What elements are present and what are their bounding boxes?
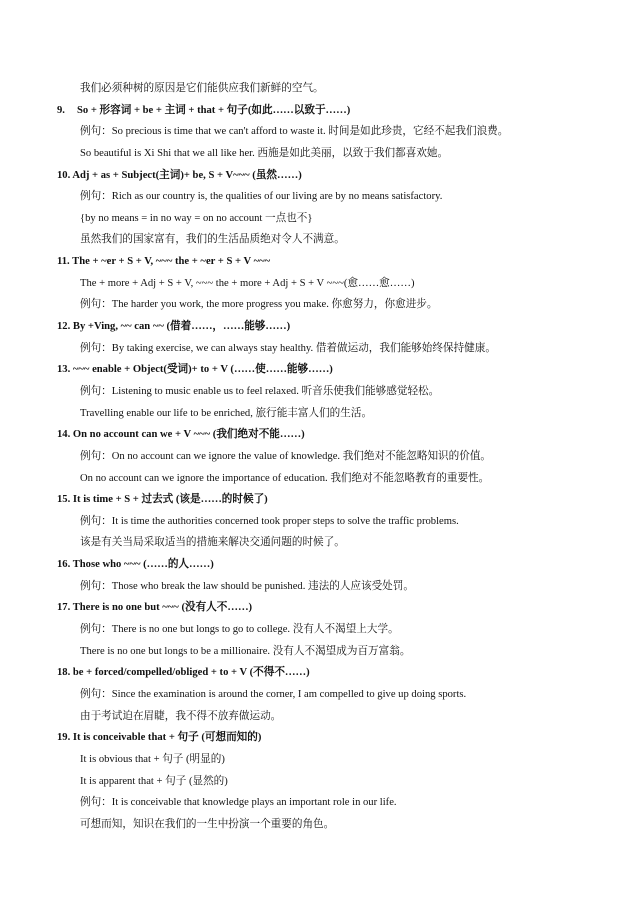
heading-text: On no account can we + V ~~~ (我们绝对不能……): [72, 429, 305, 441]
heading-text: It is conceivable that + 句子 (可想而知的): [72, 732, 262, 744]
heading-text: There is no one but ~~~ (没有人不……): [72, 602, 253, 614]
pattern-line: It is apparent that + 句子 (显然的): [80, 775, 228, 787]
example-line: 例句：Rich as our country is, the qualities of our living are by no means satisfactory.: [80, 191, 443, 203]
heading-text: Those who ~~~ (……的人……): [72, 559, 214, 571]
section-heading-12: [0, 316, 640, 338]
section-heading-14: [0, 424, 640, 446]
section-heading-13: [0, 359, 640, 381]
section-number: 9.: [57, 104, 65, 116]
intro-line: 我们必须种树的原因是它们能供应我们新鲜的空气。: [80, 83, 324, 94]
section-number: 19.: [57, 732, 71, 744]
translation-line: 虽然我们的国家富有，我们的生活品质绝对令人不满意。: [80, 234, 345, 246]
heading-text: ~~~ enable + Object(受词)+ to + V (……使……能够……): [72, 364, 333, 376]
section-heading-11: [0, 251, 640, 273]
heading-text: So + 形容词 + be + 主词 + that + 句子(如此……以致于……): [77, 104, 351, 116]
section-heading-17: [0, 597, 640, 619]
document-page: [0, 78, 640, 835]
section-number: 12.: [57, 321, 71, 333]
example-line: On no account can we ignore the importance of education. 我们绝对不能忽略教育的重要性。: [80, 472, 490, 484]
example-line: So beautiful is Xi Shi that we all like her. 西施是如此美丽，以致于我们都喜欢她。: [80, 147, 449, 159]
example-line: 例句：Since the examination is around the corner, I am compelled to give up doing sports.: [80, 688, 467, 700]
section-heading-10: [0, 165, 640, 187]
example-line: 例句：By taking exercise, we can always stay healthy. 借着做运动，我们能够始终保持健康。: [80, 342, 496, 354]
section-number: 14.: [57, 429, 71, 441]
example-line: 例句：Listening to music enable us to feel relaxed. 听音乐使我们能够感觉轻松。: [80, 385, 440, 397]
heading-text: Adj + as + Subject(主词)+ be, S + V~~~ (虽然……): [72, 169, 302, 181]
translation-line: 该是有关当局采取适当的措施来解决交通问题的时候了。: [80, 537, 345, 549]
example-line: 例句：It is time the authorities concerned took proper steps to solve the traffic problems.: [80, 515, 459, 527]
example-line: 例句：On no account can we ignore the value of knowledge. 我们绝对不能忽略知识的价值。: [80, 450, 492, 462]
section-heading-9: [0, 100, 640, 122]
heading-text: By +Ving, ~~ can ~~ (借着……，……能够……): [72, 321, 291, 333]
section-heading-18: [0, 662, 640, 684]
example-line: Travelling enable our life to be enriched, 旅行能丰富人们的生活。: [80, 407, 373, 419]
section-number: 10.: [57, 169, 71, 181]
example-line: 例句：It is conceivable that knowledge plays an important role in our life.: [80, 797, 397, 809]
heading-text: The + ~er + S + V, ~~~ the + ~er + S + V ~~~: [72, 256, 271, 268]
pattern-line: It is obvious that + 句子 (明显的): [80, 753, 225, 765]
example-line: 例句：There is no one but longs to go to college. 没有人不渴望上大学。: [80, 624, 399, 636]
section-number: 18.: [57, 667, 71, 679]
section-number: 16.: [57, 559, 71, 571]
section-heading-15: [0, 489, 640, 511]
section-number: 17.: [57, 602, 71, 614]
translation-line: 由于考试迫在眉睫，我不得不放弃做运动。: [80, 710, 282, 722]
note-line: {by no means = in no way = on no account 一点也不}: [80, 212, 313, 224]
section-number: 15.: [57, 494, 71, 506]
example-line: There is no one but longs to be a millionaire. 没有人不渴望成为百万富翁。: [80, 645, 411, 657]
heading-text: be + forced/compelled/obliged + to + V (不得不……): [72, 667, 310, 679]
section-heading-19: [0, 727, 640, 749]
example-line: 例句：The harder you work, the more progress you make. 你愈努力，你愈进步。: [80, 299, 438, 311]
example-line: 例句：Those who break the law should be punished. 违法的人应该受处罚。: [80, 580, 414, 592]
section-heading-16: [0, 554, 640, 576]
heading-text: It is time + S + 过去式 (该是……的时候了): [72, 494, 268, 506]
section-number: 11.: [57, 256, 70, 268]
pattern-line: The + more + Adj + S + V, ~~~ the + more + Adj + S + V ~~~(愈……愈……): [80, 277, 415, 289]
example-line: 例句：So precious is time that we can't afford to waste it. 时间是如此珍贵，它经不起我们浪费。: [80, 126, 509, 138]
translation-line: 可想而知，知识在我们的一生中扮演一个重要的角色。: [80, 818, 335, 830]
section-number: 13.: [57, 364, 71, 376]
